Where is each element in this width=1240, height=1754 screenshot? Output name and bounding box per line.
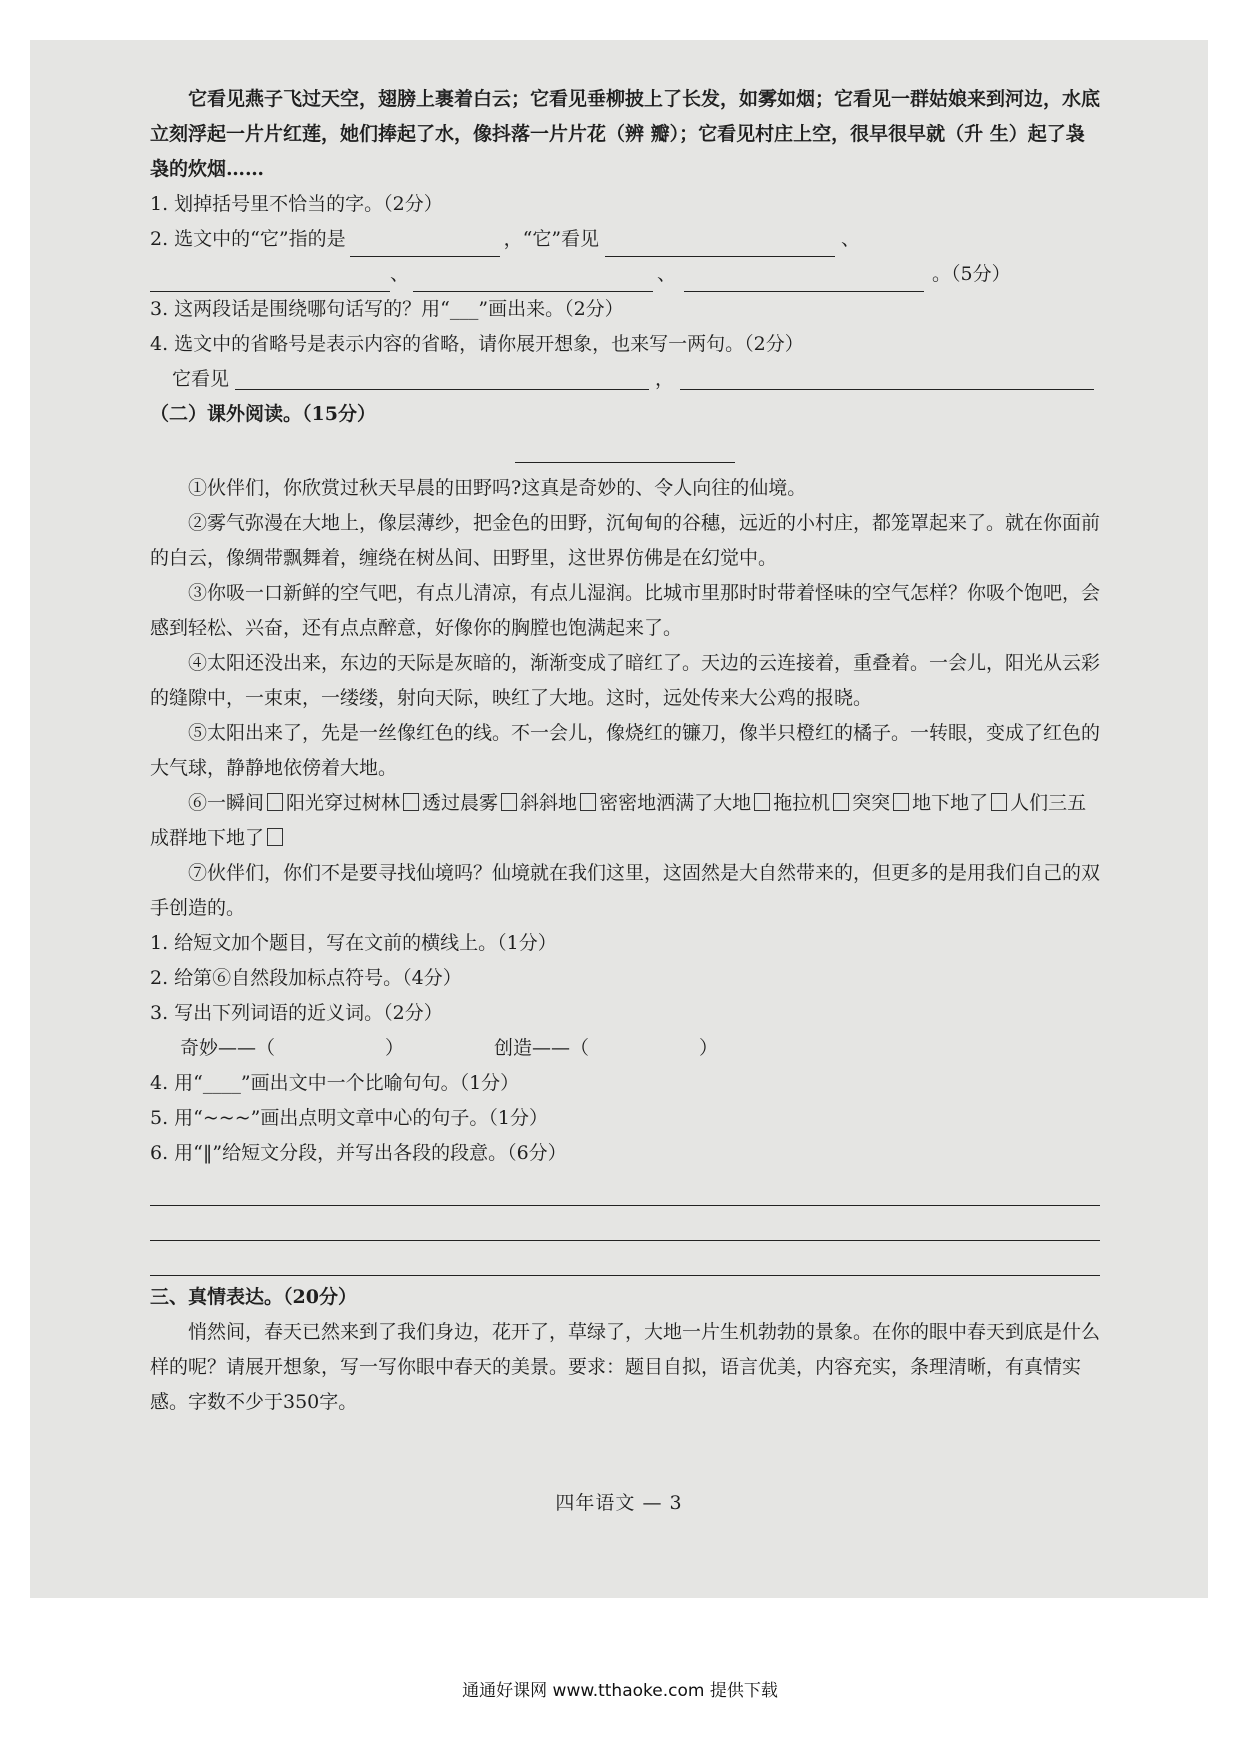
passage-text: 它看见燕子飞过天空，翅膀上裹着白云；它看见垂柳披上了长发，如雾如烟；它看见一群姑娘来到河边，水底立刻浮起一片片红莲，她们捧起了水，像抖落一片片花（辨 瓣）；它看见村庄上空，很早很早就（升 生）起了袅袅的炊烟…… <box>150 88 1101 180</box>
answer-blank[interactable] <box>235 367 649 390</box>
exam-content <box>150 82 1100 1420</box>
answer-blank[interactable] <box>413 272 653 292</box>
bracket-close: ） <box>699 1037 719 1059</box>
answer-line[interactable] <box>150 1206 1100 1241</box>
answer-blank[interactable] <box>684 272 924 292</box>
reading-question-4: 4. 用“____”画出文中一个比喻句句。（1分） <box>150 1072 520 1094</box>
question-2-prompt-b: ，“它”看见 <box>503 228 600 250</box>
reading-question-5: 5. 用“~~~”画出点明文章中心的句子。（1分） <box>150 1107 548 1129</box>
synonym-row <box>150 1031 1100 1066</box>
answer-start: 它看见 <box>172 368 230 390</box>
paragraph-3: ③你吸一口新鲜的空气吧，有点儿清凉，有点儿湿润。比城市里那时时带着怪味的空气怎样？你吸个饱吧，会感到轻松、兴奋，还有点点醉意，好像你的胸膛也饱满起来了。 <box>150 582 1101 639</box>
bracket-close: ） <box>385 1037 405 1059</box>
answer-blank[interactable] <box>605 237 835 257</box>
reading-question-3: 3. 写出下列词语的近义词。（2分） <box>150 1002 443 1024</box>
paragraph-5: ⑤太阳出来了，先是一丝像红色的线。不一会儿，像烧红的镰刀，像半只橙红的橘子。一转眼，变成了红色的大气球，静静地依傍着大地。 <box>150 722 1101 779</box>
paragraph-4: ④太阳还没出来，东边的天际是灰暗的，渐渐变成了暗红了。天边的云连接着，重叠着。一会儿，阳光从云彩的缝隙中，一束束，一缕缕，射向天际，映红了大地。这时，远处传来大公鸡的报晓。 <box>150 652 1101 709</box>
separator: 、 <box>390 263 410 285</box>
source-credit: 通通好课网 www.tthaoke.com 提供下载 <box>462 1681 778 1701</box>
separator: 、 <box>841 228 861 250</box>
punctuation-box[interactable] <box>403 793 419 811</box>
punctuation-box[interactable] <box>267 828 283 846</box>
answer-blank[interactable] <box>150 272 390 292</box>
paragraph-6-part: 突突 <box>852 792 891 814</box>
section-2-heading: （二）课外阅读。（15分） <box>150 403 376 425</box>
separator: 、 <box>657 263 677 285</box>
question-4: 4. 选文中的省略号是表示内容的省略，请你展开想象，也来写一两句。（2分） <box>150 333 804 355</box>
paragraph-7: ⑦伙伴们，你们不是要寻找仙境吗？仙境就在我们这里，这固然是大自然带来的，但更多的是用我们自己的双手创造的。 <box>150 862 1101 919</box>
synonym-word-2: 创造——（ <box>494 1037 590 1059</box>
question-4-answer-line <box>150 362 1100 397</box>
synonym-word-1: 奇妙——（ <box>180 1037 276 1059</box>
page-number: 四年语文 — 3 <box>555 1492 683 1514</box>
punctuation-box[interactable] <box>754 793 770 811</box>
writing-prompt: 悄然间，春天已然来到了我们身边，花开了，草绿了，大地一片生机勃勃的景象。在你的眼中春天到底是什么样的呢？请展开想象，写一写你眼中春天的美景。要求：题目自拟，语言优美，内容充实，条理清晰，有真情实感。字数不少于350字。 <box>150 1321 1101 1413</box>
paragraph-2: ②雾气弥漫在大地上，像层薄纱，把金色的田野，沉甸甸的谷穗，远近的小村庄，都笼罩起来了。就在你面前的白云，像绸带飘舞着，缠绕在树丛间、田野里，这世界仿佛是在幻觉中。 <box>150 512 1101 569</box>
paragraph-6-part: 密密地洒满了大地 <box>599 792 752 814</box>
paragraph-6-part: ⑥一瞬间 <box>188 792 265 814</box>
question-1: 1. 划掉括号里不恰当的字。（2分） <box>150 193 443 215</box>
punctuation-box[interactable] <box>833 793 849 811</box>
paragraph-1: ①伙伴们，你欣赏过秋天早晨的田野吗?这真是奇妙的、令人向往的仙境。 <box>188 477 807 499</box>
punctuation-box[interactable] <box>267 793 283 811</box>
question-3: 3. 这两段话是围绕哪句话写的？用“___”画出来。（2分） <box>150 298 624 320</box>
question-2-line2 <box>150 257 1100 292</box>
answer-blank[interactable] <box>350 237 500 257</box>
question-2-line1 <box>150 222 1100 257</box>
title-blank[interactable] <box>515 438 735 463</box>
score-note: 。（5分） <box>932 263 1011 285</box>
reading-question-2: 2. 给第⑥自然段加标点符号。（4分） <box>150 967 462 989</box>
reading-question-6: 6. 用“‖”给短文分段，并写出各段的段意。（6分） <box>150 1142 567 1164</box>
answer-line[interactable] <box>150 1171 1100 1206</box>
paragraph-6-part: 人们三五成群地下地了 <box>150 792 1087 849</box>
answer-line[interactable] <box>150 1241 1100 1276</box>
paragraph-6-part: 透过晨雾 <box>422 792 499 814</box>
answer-blank[interactable] <box>680 367 1094 390</box>
punctuation-box[interactable] <box>893 793 909 811</box>
paragraph-6-part: 拖拉机 <box>773 792 831 814</box>
paragraph-6-part: 阳光穿过树林 <box>286 792 401 814</box>
punctuation-box[interactable] <box>501 793 517 811</box>
punctuation-box[interactable] <box>991 793 1007 811</box>
reading-question-1: 1. 给短文加个题目，写在文前的横线上。（1分） <box>150 932 557 954</box>
section-3-heading: 三、真情表达。（20分） <box>150 1286 357 1308</box>
separator: ， <box>655 368 675 390</box>
paragraph-6-part: 地下地了 <box>912 792 989 814</box>
question-2-prompt: 2. 选文中的“它”指的是 <box>150 228 346 250</box>
paragraph-6-part: 斜斜地 <box>520 792 578 814</box>
punctuation-box[interactable] <box>580 793 596 811</box>
paragraph-6 <box>150 786 1100 856</box>
